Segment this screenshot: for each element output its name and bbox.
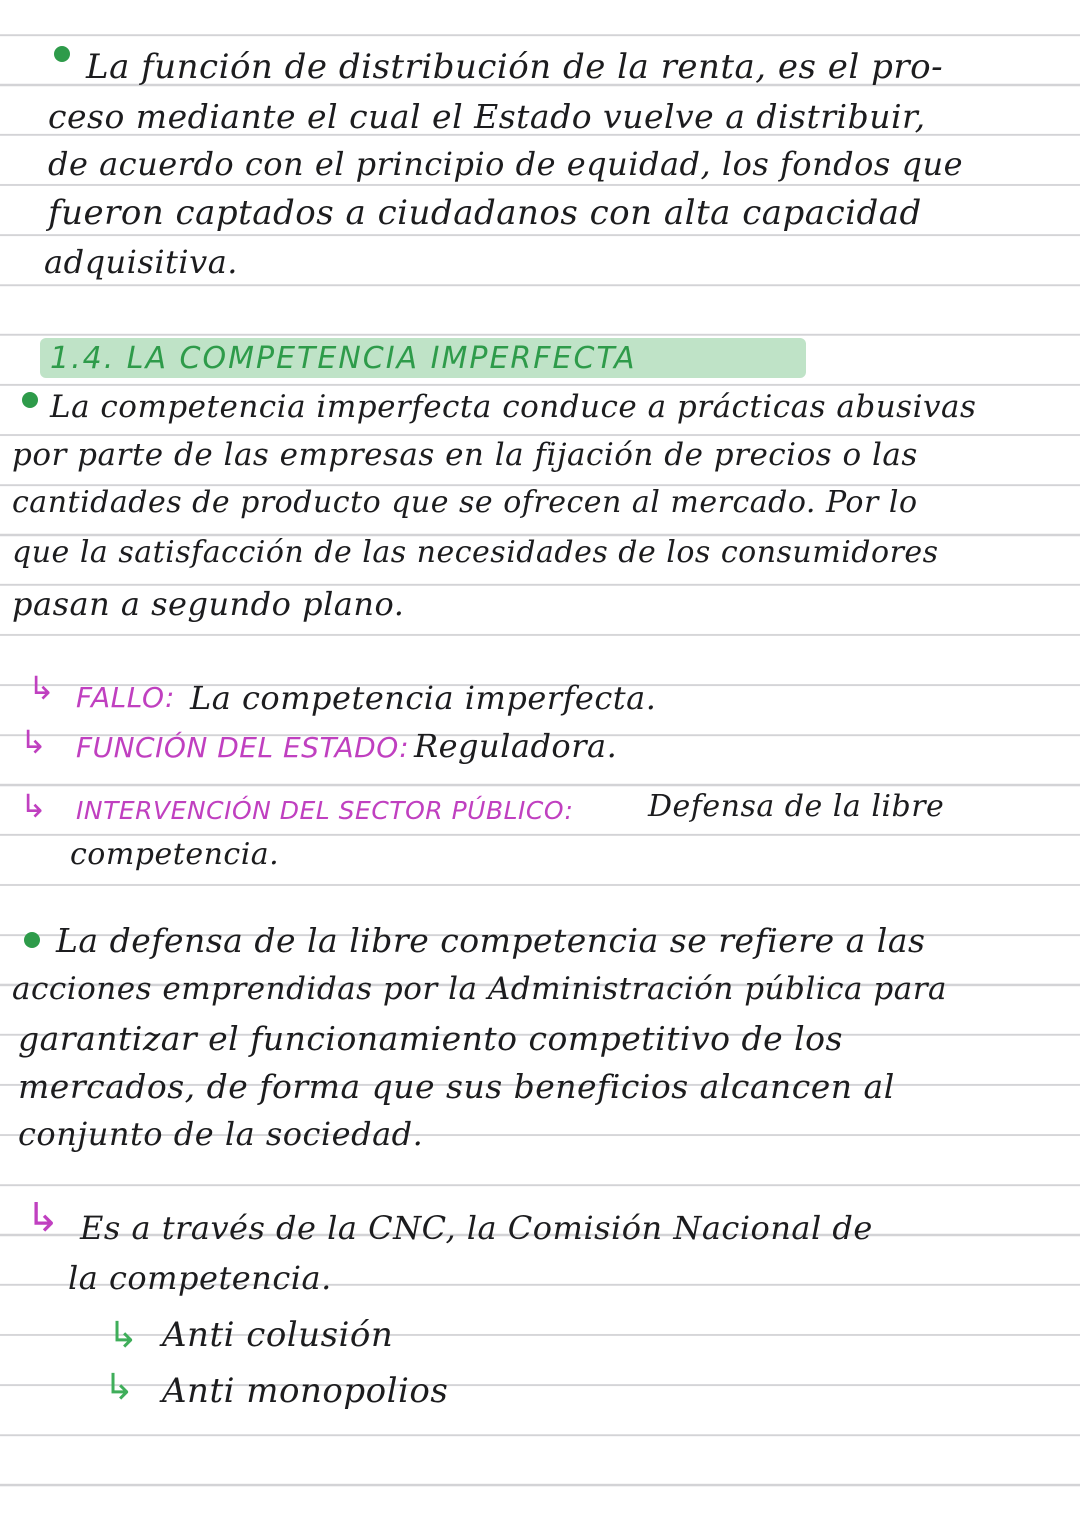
- paragraph-line: La defensa de la libre competencia se refiere a las: [56, 921, 926, 960]
- hooked-arrow-icon: ↳: [28, 669, 55, 707]
- list-item: Anti colusión: [162, 1315, 394, 1355]
- paragraph-line: La competencia imperfecta conduce a prácticas abusivas: [50, 389, 977, 425]
- note-text-fallo: La competencia imperfecta.: [190, 679, 657, 717]
- note-label-fallo: FALLO:: [76, 681, 175, 714]
- paragraph-line: conjunto de la sociedad.: [18, 1115, 424, 1153]
- paragraph-line: pasan a segundo plano.: [12, 585, 405, 623]
- section-heading: 1.4. LA COMPETENCIA IMPERFECTA: [50, 341, 637, 376]
- hooked-arrow-icon: ↳: [20, 787, 47, 825]
- paragraph-line: fueron captados a ciudadanos con alta capacidad: [48, 193, 922, 233]
- hooked-arrow-icon: ↳: [104, 1367, 135, 1408]
- paragraph-line: acciones emprendidas por la Administración pública para: [12, 971, 948, 1007]
- hooked-arrow-icon: ↳: [20, 723, 47, 761]
- paragraph-line: mercados, de forma que sus beneficios alcancen al: [18, 1067, 895, 1106]
- note-text-intervencion: Defensa de la libre: [648, 789, 945, 824]
- paragraph-line: la competencia.: [68, 1259, 332, 1297]
- bullet-dot-icon: [54, 46, 70, 62]
- paragraph-line: adquisitiva.: [44, 243, 238, 281]
- paragraph-line: cantidades de producto que se ofrecen al mercado. Por lo: [12, 485, 918, 520]
- paragraph-line: La función de distribución de la renta, es el pro-: [86, 47, 944, 87]
- hooked-arrow-icon: ↳: [108, 1315, 139, 1356]
- list-item: Anti monopolios: [162, 1371, 449, 1411]
- note-text-funcion-estado: Reguladora.: [414, 727, 618, 765]
- paragraph-line: de acuerdo con el principio de equidad, los fondos que: [48, 145, 964, 183]
- bullet-dot-icon: [24, 932, 40, 948]
- note-text-intervencion-cont: competencia.: [70, 837, 280, 872]
- note-label-intervencion: INTERVENCIÓN DEL SECTOR PÚBLICO:: [76, 796, 574, 825]
- paragraph-line: garantizar el funcionamiento competitivo de los: [18, 1019, 843, 1058]
- hooked-arrow-icon: ↳: [26, 1195, 60, 1241]
- paragraph-line: Es a través de la CNC, la Comisión Nacional de: [80, 1209, 873, 1247]
- note-label-funcion-estado: FUNCIÓN DEL ESTADO:: [76, 731, 410, 764]
- paragraph-line: ceso mediante el cual el Estado vuelve a distribuir,: [48, 97, 926, 136]
- paragraph-line: que la satisfacción de las necesidades de los consumidores: [12, 535, 939, 570]
- paragraph-line: por parte de las empresas en la fijación de precios o las: [12, 437, 918, 473]
- bullet-dot-icon: [22, 392, 38, 408]
